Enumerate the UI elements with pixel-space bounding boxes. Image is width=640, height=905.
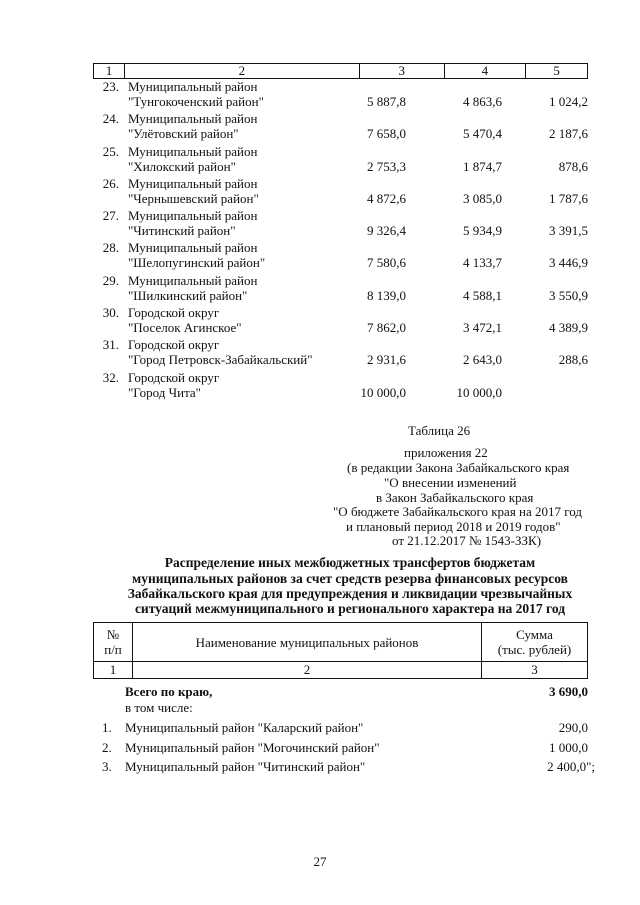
table-row <box>93 370 588 402</box>
row-value: 1 000,0 <box>549 740 588 755</box>
row-name-line2: "Тунгокоченский район" <box>128 94 264 109</box>
annotation-line: (в редакции Закона Забайкальского края <box>347 460 570 475</box>
including-label: в том числе: <box>125 700 193 715</box>
row-number: 30. <box>102 305 119 321</box>
row-value-col3: 10 000,0 <box>360 384 406 400</box>
row-value-col3: 7 862,0 <box>367 320 406 336</box>
row-value-col5: 1 024,2 <box>549 94 588 109</box>
row-name-line1: Муниципальный район <box>128 175 258 191</box>
row-name-line1: Муниципальный район <box>128 240 258 256</box>
row-value-col4: 4 133,7 <box>463 255 502 271</box>
row-value-col3: 4 872,6 <box>367 190 406 206</box>
row-value-col4: 4 863,6 <box>463 94 502 109</box>
row-value-col5: 4 389,9 <box>549 320 588 336</box>
table-row <box>93 176 588 208</box>
total-value: 3 690,0 <box>549 684 588 699</box>
annotation-line: "О бюджете Забайкальского края на 2017 год <box>333 504 583 519</box>
row-name: Муниципальный район "Могочинский район" <box>125 740 380 755</box>
row-value-col3: 7 580,6 <box>367 255 406 271</box>
row-name-line1: Муниципальный район <box>128 143 258 159</box>
annotation-line: в Закон Забайкальского края <box>376 490 534 505</box>
row-value-col5: 2 187,6 <box>549 126 588 142</box>
row-value-col3: 2 753,3 <box>367 158 406 174</box>
header-text: п/п <box>104 642 122 657</box>
row-name-line2: "Читинский район" <box>128 223 236 239</box>
row-value-col3: 5 887,8 <box>367 94 406 109</box>
row-name-line2: "Улётовский район" <box>128 126 239 142</box>
table-row <box>93 111 588 143</box>
row-value-col3: 8 139,0 <box>367 287 406 303</box>
row-name-line1: Городской округ <box>128 369 220 385</box>
row-number: 2. <box>102 740 112 755</box>
row-name-line1: Муниципальный район <box>128 111 258 127</box>
header-text: Сумма <box>516 627 553 642</box>
table-row <box>93 273 588 305</box>
column-number: 3 <box>481 662 587 678</box>
row-name-line1: Муниципальный район <box>128 79 258 94</box>
row-number: 27. <box>102 208 119 224</box>
table-row <box>93 305 588 337</box>
table-label: Таблица 26 <box>408 423 471 438</box>
row-number: 32. <box>102 369 119 385</box>
top-table-body <box>93 79 588 402</box>
bottom-table-header <box>93 622 588 662</box>
row-name-line2: "Город Чита" <box>128 384 201 400</box>
row-value-col4: 4 588,1 <box>463 287 502 303</box>
table-row <box>93 337 588 369</box>
header-cell-number <box>94 623 132 661</box>
section-heading-line: Распределение иных межбюджетных трансфертов бюджетам <box>164 555 536 570</box>
row-value-col4: 5 470,4 <box>463 126 502 142</box>
row-value-col4: 3 085,0 <box>463 190 502 206</box>
row-name-line2: "Чернышевский район" <box>128 190 259 206</box>
row-value-col4: 10 000,0 <box>456 384 502 400</box>
header-cell-sum <box>481 623 587 661</box>
bottom-table <box>93 622 588 679</box>
header-text: № <box>106 627 120 642</box>
row-value: 2 400,0"; <box>547 759 595 774</box>
row-value-col3: 2 931,6 <box>367 352 406 368</box>
row-number: 31. <box>102 337 119 353</box>
table-row <box>93 79 588 111</box>
row-value-col5: 878,6 <box>558 158 588 174</box>
row-name-line1: Городской округ <box>128 337 220 353</box>
row-number: 25. <box>102 143 119 159</box>
row-value-col5: 3 446,9 <box>549 255 588 271</box>
annotation-line: и плановый период 2018 и 2019 годов" <box>346 519 561 534</box>
row-value: 290,0 <box>558 720 588 735</box>
header-cell: 5 <box>525 64 587 78</box>
row-name-line1: Городской округ <box>128 305 220 321</box>
row-name: Муниципальный район "Каларский район" <box>125 720 364 735</box>
row-number: 3. <box>102 759 112 774</box>
row-value-col4: 2 643,0 <box>463 352 502 368</box>
row-name-line1: Муниципальный район <box>128 208 258 224</box>
row-name: Муниципальный район "Читинский район" <box>125 759 366 774</box>
row-value-col5: 3 391,5 <box>549 223 588 239</box>
row-value-col3: 7 658,0 <box>367 126 406 142</box>
header-cell-name: Наименование муниципальных районов <box>132 623 481 661</box>
header-cell: 2 <box>124 64 359 78</box>
bottom-table-column-numbers <box>93 662 588 679</box>
row-number: 1. <box>102 720 112 735</box>
row-name-line2: "Поселок Агинское" <box>128 320 242 336</box>
header-cell: 4 <box>444 64 526 78</box>
section-heading-line: муниципальных районов за счет средств резерва финансовых ресурсов <box>132 571 568 586</box>
row-name-line2: "Шилкинский район" <box>128 287 248 303</box>
table-row <box>93 208 588 240</box>
row-value-col5: 288,6 <box>558 352 588 368</box>
row-value-col4: 5 934,9 <box>463 223 502 239</box>
header-cell: 1 <box>105 63 113 78</box>
row-number: 23. <box>102 79 119 94</box>
header-cell: 3 <box>359 64 444 78</box>
total-label: Всего по краю, <box>125 684 213 699</box>
row-name-line1: Муниципальный район <box>128 272 258 288</box>
column-number: 2 <box>132 662 481 678</box>
row-name-line2: "Город Петровск-Забайкальский" <box>128 352 313 368</box>
column-number: 1 <box>109 662 117 677</box>
section-heading-line: ситуаций межмуниципального и регионального характера на 2017 год <box>134 601 566 616</box>
row-value-col5: 1 787,6 <box>549 190 588 206</box>
row-value-col3: 9 326,4 <box>367 223 406 239</box>
row-name-line2: "Шелопугинский район" <box>128 255 266 271</box>
row-value-col4: 1 874,7 <box>463 158 502 174</box>
row-value-col5: 3 550,9 <box>549 287 588 303</box>
header-text: (тыс. рублей) <box>497 642 572 657</box>
row-number: 26. <box>102 175 119 191</box>
page-number: 27 <box>313 854 327 869</box>
row-number: 24. <box>102 111 119 127</box>
annotation-line: приложения 22 <box>404 445 488 460</box>
table-row <box>93 240 588 272</box>
annotation-line: от 21.12.2017 № 1543-ЗЗК) <box>392 533 542 548</box>
annotation-line: "О внесении изменений <box>384 475 517 490</box>
table-row <box>93 144 588 176</box>
top-table-header <box>93 63 588 79</box>
row-number: 29. <box>102 272 119 288</box>
row-name-line2: "Хилокский район" <box>128 158 236 174</box>
section-heading-line: Забайкальского края для предупреждения и ликвидации чрезвычайных <box>127 586 573 601</box>
row-value-col4: 3 472,1 <box>463 320 502 336</box>
top-table <box>93 63 588 402</box>
row-number: 28. <box>102 240 119 256</box>
